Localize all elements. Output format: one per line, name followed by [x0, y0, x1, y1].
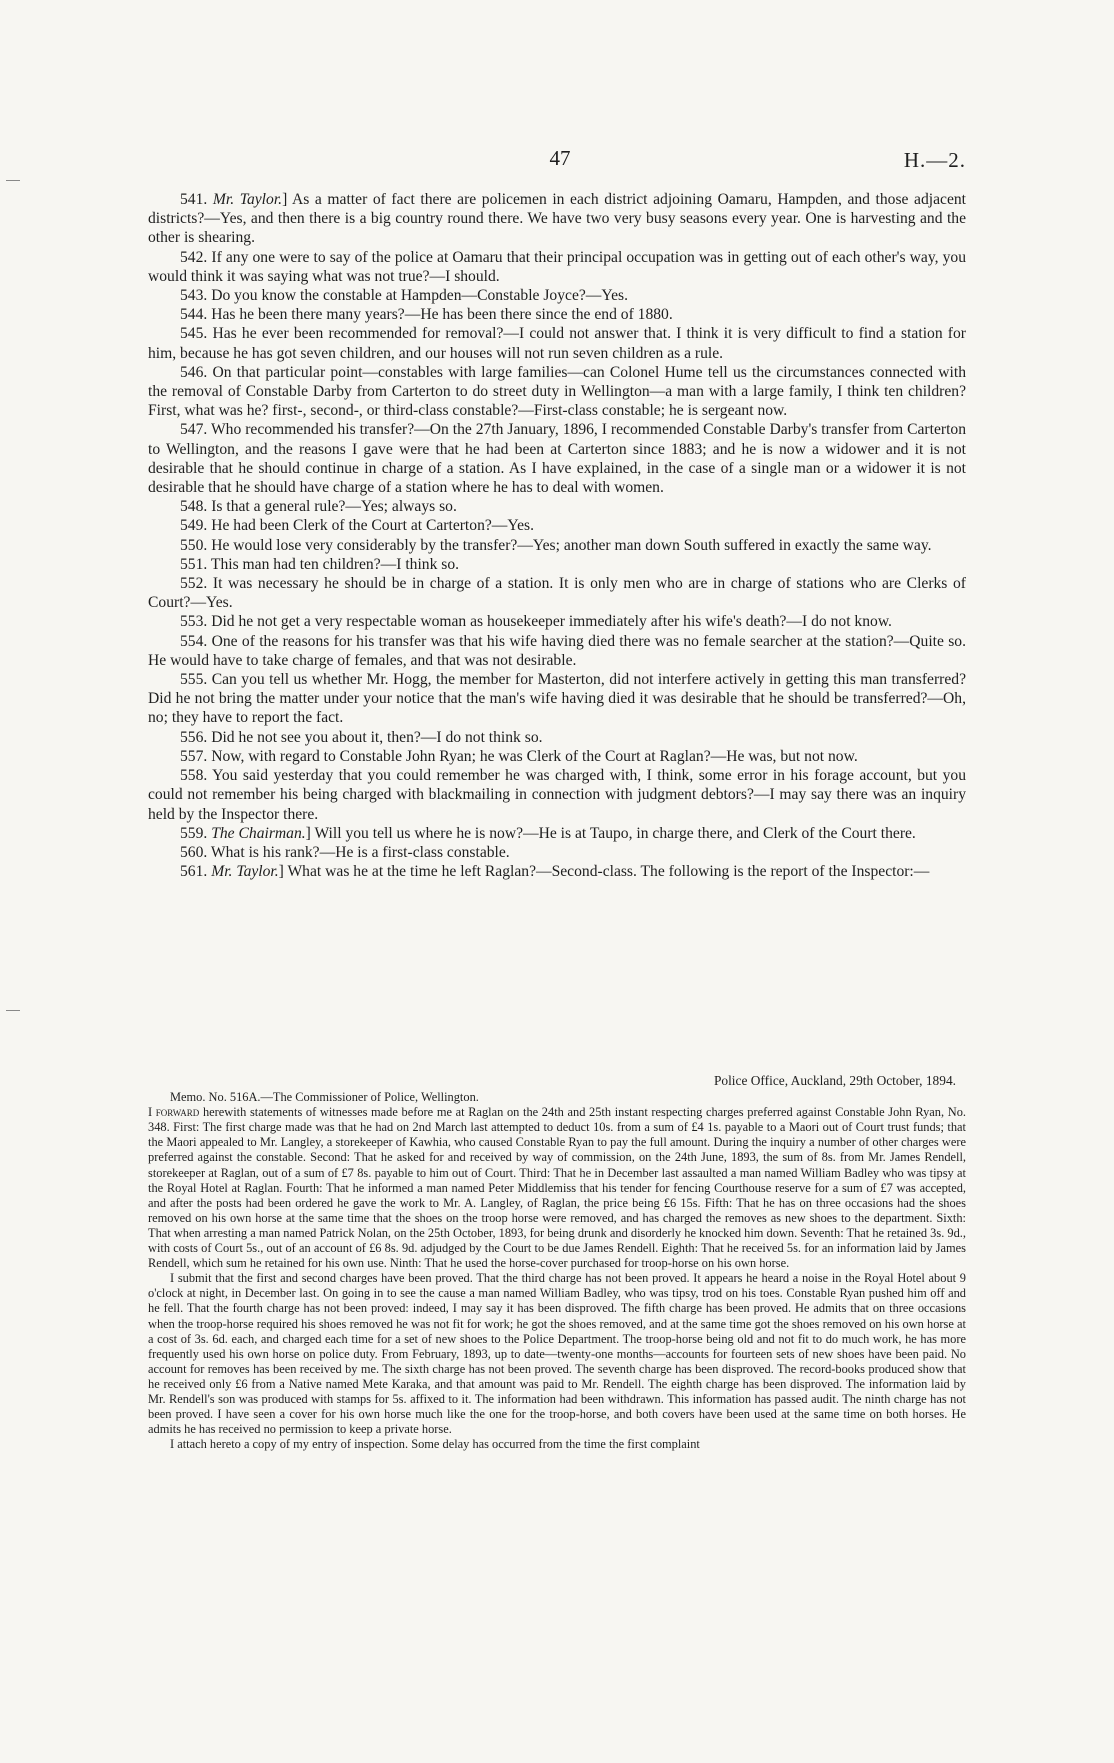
- evidence-transcript: [148, 190, 966, 881]
- question-paragraph: 548. Is that a general rule?—Yes; always so.: [180, 498, 457, 516]
- speaker-name: The Chairman.: [211, 824, 306, 842]
- question-paragraph: 561. Mr. Taylor.] What was he at the time he left Raglan?—Second-class. The following is the report of the Inspector:—: [180, 863, 930, 881]
- question-paragraph: 543. Do you know the constable at Hampden—Constable Joyce?—Yes.: [180, 287, 628, 305]
- scan-edge-mark: [6, 180, 20, 181]
- question-paragraph: 541. Mr. Taylor.] As a matter of fact there are policemen in each district adjoining Oamaru, Hampden, and those adjacent districts?—Yes, and then there is a big country round there. We have two very busy seasons every year. One is harvesting and the other is shearing.: [148, 191, 967, 247]
- question-paragraph: 560. What is his rank?—He is a first-class constable.: [180, 843, 510, 861]
- question-paragraph: 552. It was necessary he should be in charge of a station. It is only men who are in charge of stations who are Clerks of Court?—Yes.: [148, 575, 966, 612]
- question-paragraph: 553. Did he not get a very respectable woman as housekeeper immediately after his wife's death?—I do not know.: [180, 613, 892, 631]
- question-paragraph: 557. Now, with regard to Constable John Ryan; he was Clerk of the Court at Raglan?—He was, but not now.: [180, 747, 858, 765]
- speaker-name: Mr. Taylor.: [212, 191, 283, 208]
- question-paragraph: 558. You said yesterday that you could remember he was charged with, I think, some error in his forage account, but you could not remember his being charged with blackmailing in connection with judgment debtors?—I may say there was an inquiry held by the Inspector there.: [148, 767, 966, 823]
- question-paragraph: 551. This man had ten children?—I think so.: [180, 555, 460, 573]
- speaker-name: Mr. Taylor.: [211, 863, 279, 881]
- page-number: 47: [549, 146, 571, 170]
- question-paragraph: 550. He would lose very considerably by the transfer?—Yes; another man down South suffered in exactly the same way.: [180, 536, 932, 554]
- question-paragraph: 544. Has he been there many years?—He has been there since the end of 1880.: [180, 306, 673, 324]
- memo-paragraph: I forward herewith statements of witnesses made before me at Raglan on the 24th and 25th instant respecting charges preferred against Constable John Ryan, No. 348. First: The first charge made was that he had on 2nd March last attempted to deduct 10s. from a sum of £4 1s. payable to a Maori out of Court trust funds; that the Maori appealed to Mr. Langley, a storekeeper of Kawhia, who caused Constable Ryan to pay the full amount. During the inquiry a number of other charges were preferred against the constable. Second: That he asked for and received by way of commission, on the 24th June, 1893, the sum of 8s. from Mr. James Rendell, storekeeper at Raglan, out of a sum of £7 8s. payable to him out of Court. Third: That he in December last assaulted a man named William Badley who was tipsy at the Royal Hotel at Raglan. Fourth: That he informed a man named Peter Middlemiss that his tender for fencing Courthouse reserve for a sum of £7 was accepted, and after the posts had been ordered he gave the work to Mr. A. Langley, of Raglan, the price being £6 15s. Fifth: That he has on three occasions had the shoes removed on his own horse at the same time that the shoes on the troop horse were removed, and has charged the removes as new shoes to the department. Sixth: That when arresting a man named Patrick Nolan, on the 25th October, 1893, for being drunk and disorderly he knocked him down. Seventh: That he retained 3s. 9d., with costs of Court 5s., out of an account of £6 8s. 9d. adjudged by the Court to be due James Rendell. Eighth: That he received 5s. for an information laid by James Rendell, which sum he retained for his own use. Ninth: That he used the horse-cover purchased for troop-horse on his own horse.: [148, 1105, 966, 1271]
- memo-office-date: Police Office, Auckland, 29th October, 1894.: [713, 1073, 956, 1088]
- inspector-report-memo: [148, 1073, 966, 1452]
- question-paragraph: 556. Did he not see you about it, then?—I do not think so.: [180, 728, 543, 746]
- scan-edge-mark: [6, 1010, 20, 1011]
- question-paragraph: 549. He had been Clerk of the Court at Carterton?—Yes.: [180, 517, 534, 535]
- document-reference: H.—2.: [903, 148, 966, 172]
- question-paragraph: 559. The Chairman.] Will you tell us where he is now?—He is at Taupo, in charge there, and Clerk of the Court there.: [180, 824, 916, 842]
- question-paragraph: 554. One of the reasons for his transfer was that his wife having died there was no female searcher at the station?—Quite so. He would have to take charge of females, and that was not desirable.: [148, 632, 966, 669]
- memo-paragraph: I attach hereto a copy of my entry of inspection. Some delay has occurred from the time the first complaint: [170, 1437, 700, 1452]
- memo-paragraph: I submit that the first and second charges have been proved. That the third charge has not been proved. It appears he heard a noise in the Royal Hotel about 9 o'clock at night, in December last. On going in to see the cause a man named William Badley, who was tipsy, trod on his toes. Constable Ryan pushed him off and he fell. That the fourth charge has not been proved: indeed, I may say it has been disproved. The fifth charge has been proved. He admits that on three occasions when the troop-horse required his shoes removed he was not fit for work; he got the shoes removed, and at the same time got the shoes removed on his own horse at a cost of 3s. 6d. each, and charged each time for a set of new shoes to the Police Department. The troop-horse being old and not fit to do much work, he has more frequently used his own horse on police duty. From February, 1893, up to date—twenty-one months—accounts for fourteen sets of new shoes have been paid. No account for removes has been received by me. The sixth charge has not been proved. The seventh charge has been disproved. The record-books produced show that he received only £6 from a Native named Mete Karaka, and that amount was paid to Mr. Rendell. The eighth charge has been disproved. The information laid by Mr. Rendell's son was produced with stamps for 5s. affixed to it. The information had been withdrawn. This information has passed audit. The ninth charge has not been proved. I have seen a cover for his own horse much like the one for the troop-horse, and both covers have been used at the same time on both horses. He admits he has received no permission to keep a private horse.: [148, 1271, 966, 1437]
- question-paragraph: 547. Who recommended his transfer?—On the 27th January, 1896, I recommended Constable Darby's transfer from Carterton to Wellington, and the reasons I gave were that he had been at Carterton since 1883; and he is now a widower and it is not desirable that he should continue in charge of a station. As I have explained, in the case of a single man or a widower it is not desirable that he should have charge of a station where he has to deal with women.: [148, 421, 966, 497]
- question-paragraph: 542. If any one were to say of the police at Oamaru that their principal occupation was in getting out of each other's way, you would think it was saying what was not true?—I should.: [148, 248, 966, 285]
- question-paragraph: 555. Can you tell us whether Mr. Hogg, the member for Masterton, did not interfere actively in getting this man transferred? Did he not bring the matter under your notice that the man's wife having died it was desirable that he should be transferred?—Oh, no; they have to report the fact.: [148, 671, 966, 727]
- memo-recipient: Memo. No. 516A.—The Commissioner of Police, Wellington.: [170, 1090, 479, 1105]
- question-paragraph: 545. Has he ever been recommended for removal?—I could not answer that. I think it is very difficult to find a station for him, because he has got seven children, and our houses will not run seven children as a rule.: [148, 325, 966, 362]
- question-paragraph: 546. On that particular point—constables with large families—can Colonel Hume tell us the circumstances connected with the removal of Constable Darby from Carterton to do street duty in Wellington—a man with a large family, I think ten children? First, what was he? first-, second-, or third-class constable?—First-class constable; he is sergeant now.: [148, 363, 966, 420]
